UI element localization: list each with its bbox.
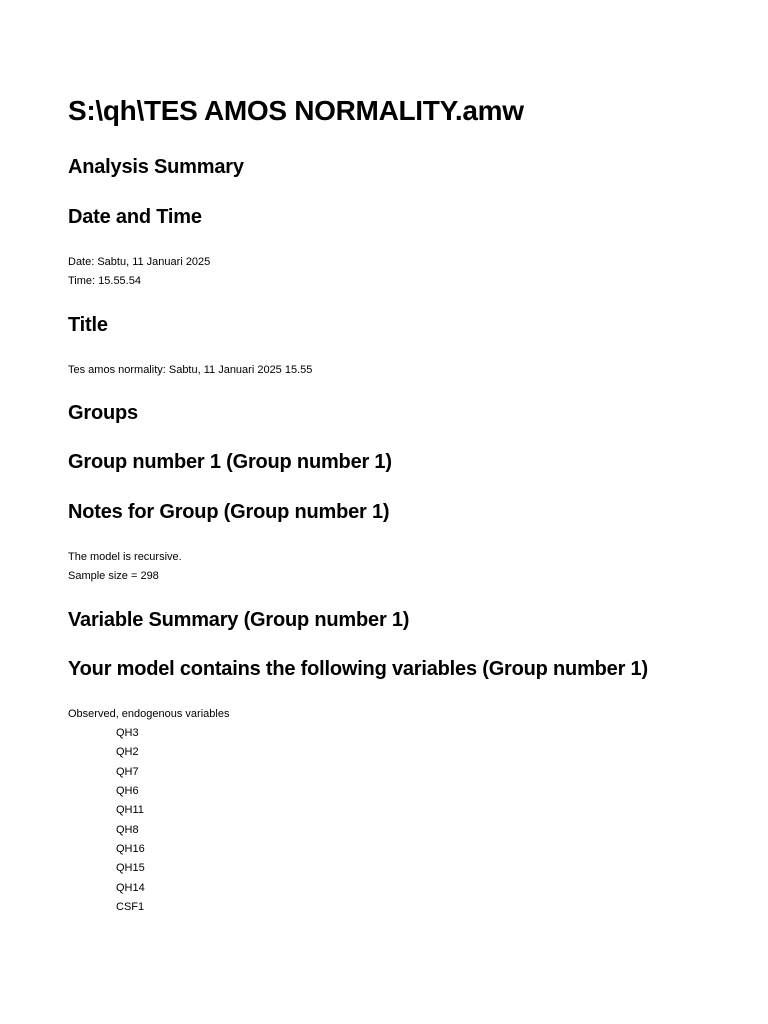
variable-summary-heading: Variable Summary (Group number 1) — [68, 609, 410, 631]
notes-recursive: The model is recursive. — [68, 551, 182, 563]
notes-sample-size: Sample size = 298 — [68, 570, 159, 582]
file-title: S:\qh\TES AMOS NORMALITY.amw — [68, 95, 524, 126]
variable-item: CSF1 — [116, 901, 145, 913]
date-time-heading: Date and Time — [68, 206, 202, 228]
variable-item: QH3 — [116, 727, 139, 739]
variable-item: QH8 — [116, 824, 139, 836]
variable-item: QH7 — [116, 766, 139, 778]
model-contains-heading: Your model contains the following variables (Group number 1) — [68, 658, 648, 680]
variable-item: QH11 — [116, 804, 144, 816]
analysis-summary-heading: Analysis Summary — [68, 156, 244, 178]
title-heading: Title — [68, 314, 108, 336]
observed-label: Observed, endogenous variables — [68, 708, 230, 720]
group-number-heading: Group number 1 (Group number 1) — [68, 451, 392, 473]
title-line: Tes amos normality: Sabtu, 11 Januari 2025 15.55 — [68, 364, 313, 376]
variable-item: QH2 — [116, 746, 139, 758]
notes-heading: Notes for Group (Group number 1) — [68, 501, 390, 523]
variable-item: QH6 — [116, 785, 139, 797]
groups-heading: Groups — [68, 402, 138, 424]
variable-item: QH15 — [116, 862, 145, 874]
variable-item: QH14 — [116, 882, 145, 894]
date-line: Date: Sabtu, 11 Januari 2025 — [68, 256, 211, 268]
variable-item: QH16 — [116, 843, 145, 855]
time-line: Time: 15.55.54 — [68, 275, 141, 287]
